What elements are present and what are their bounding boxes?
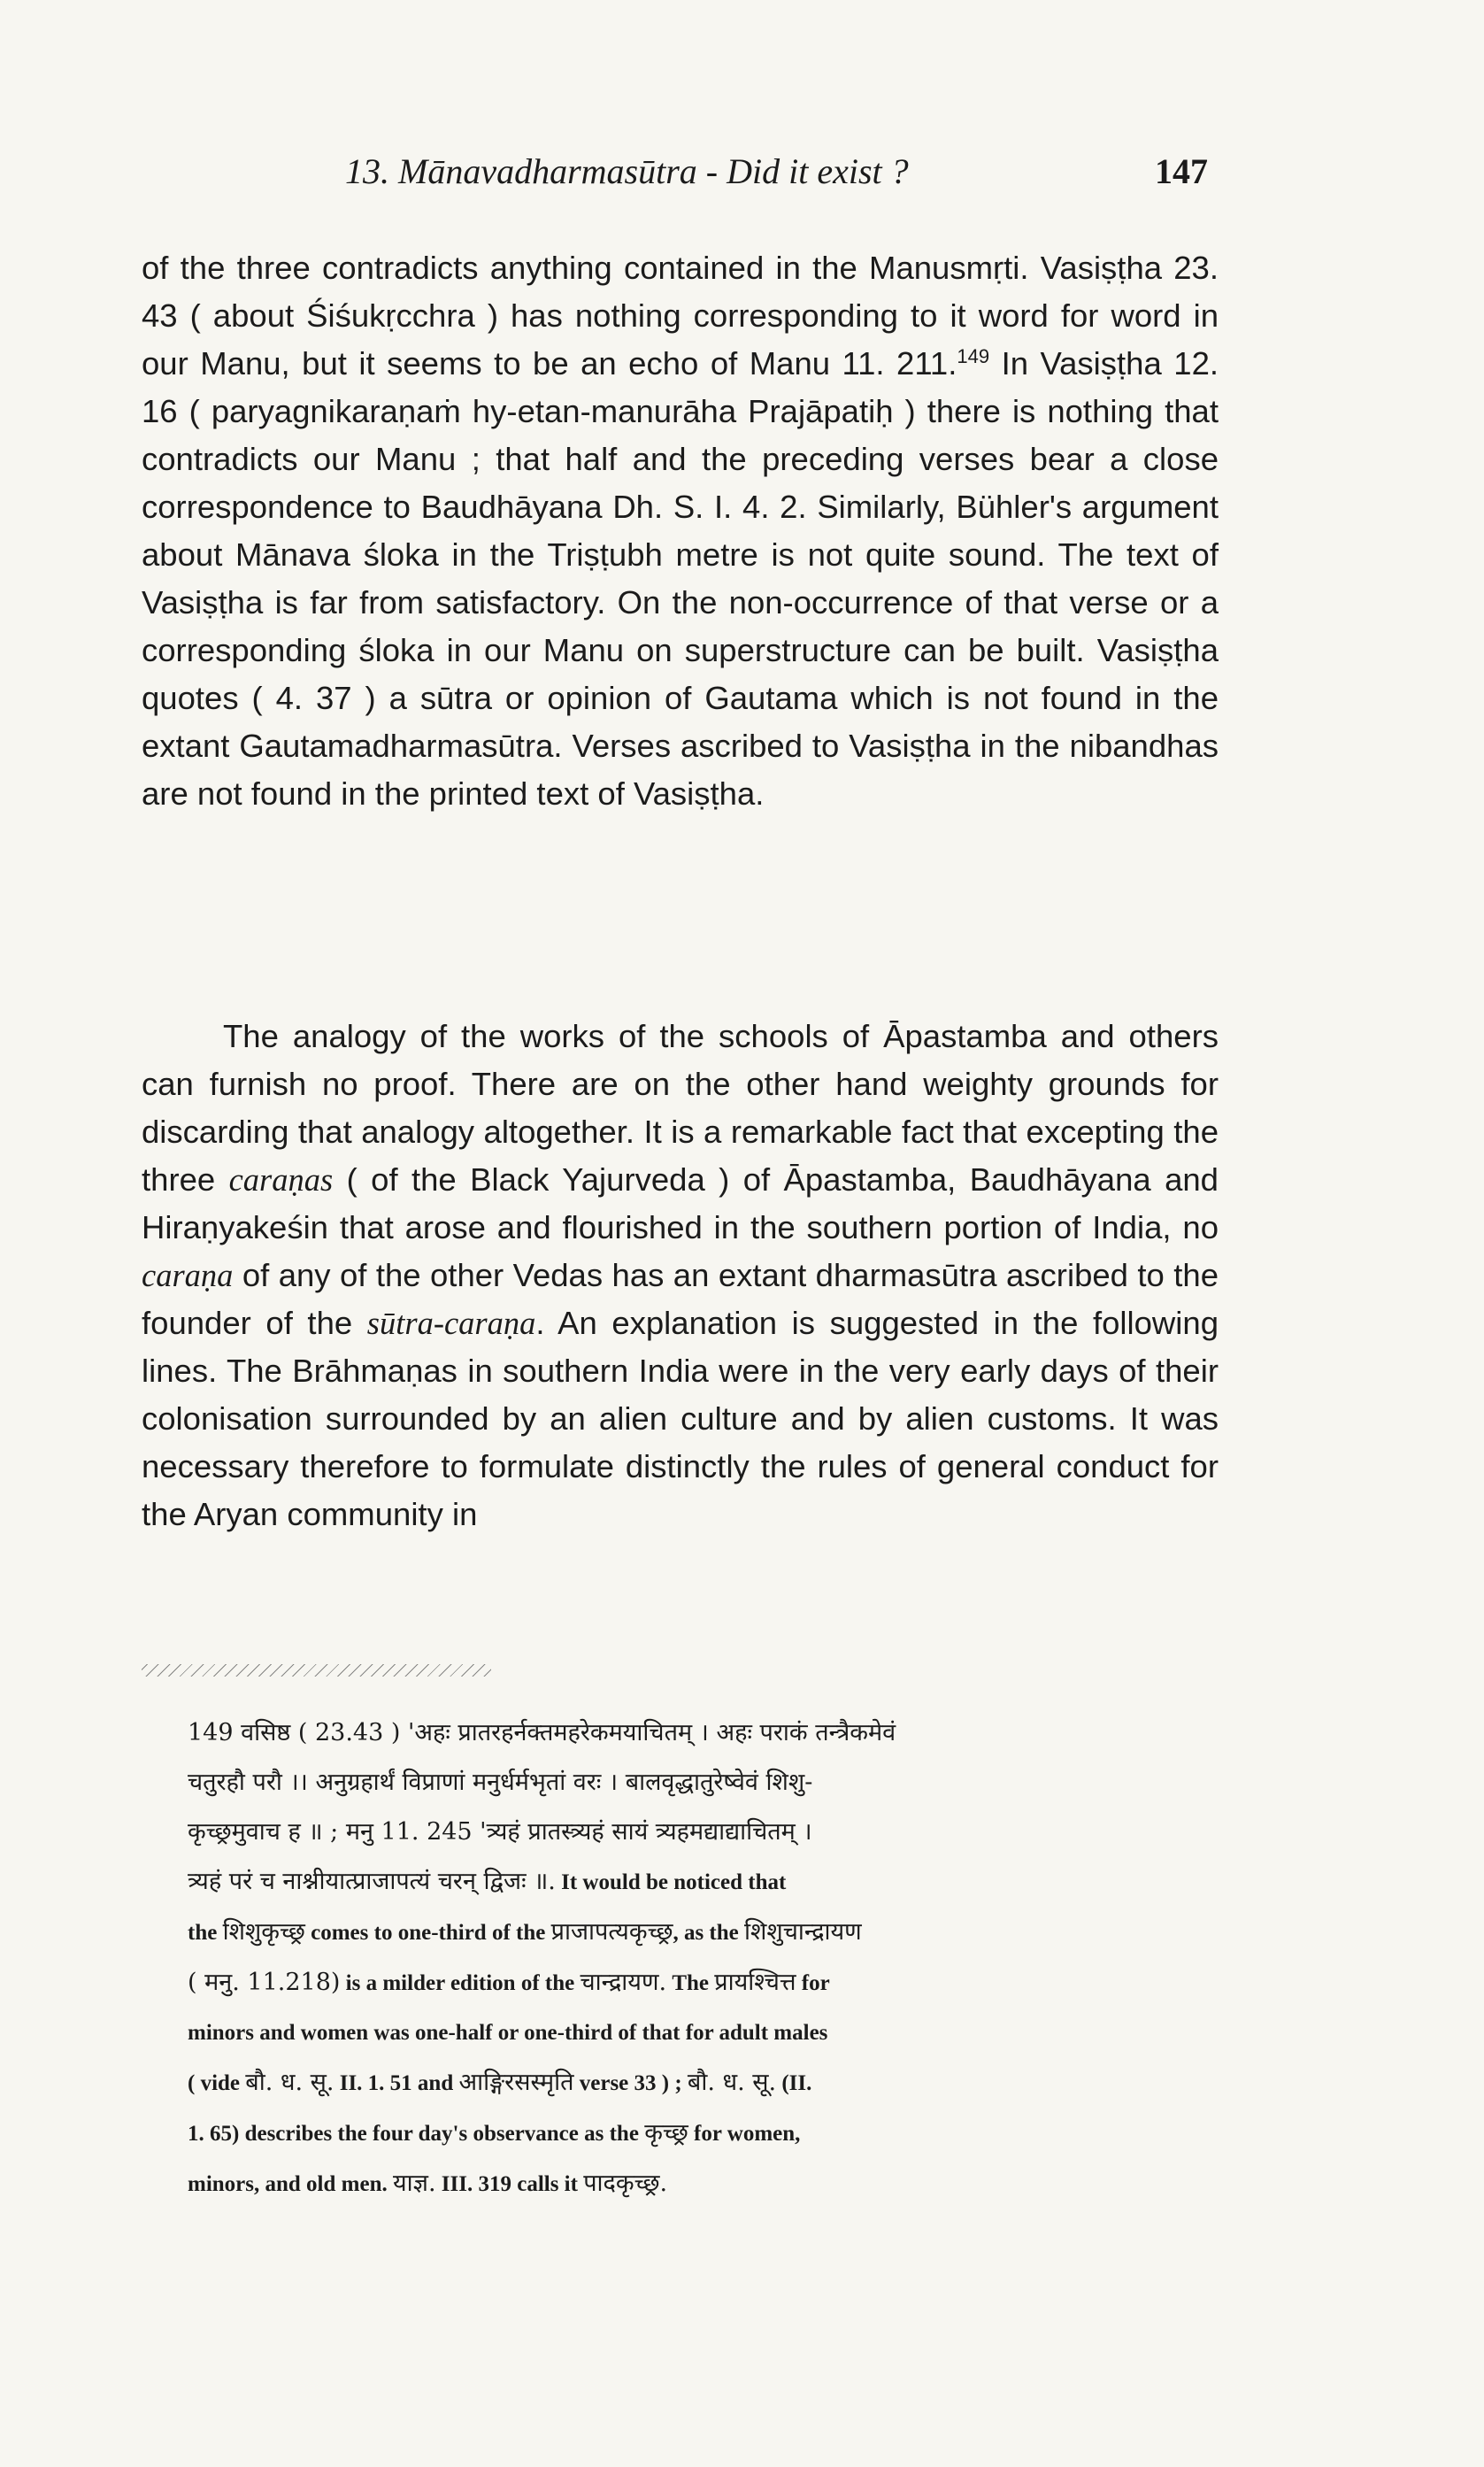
italic-term: caraṇas	[228, 1161, 334, 1198]
footnote-divider	[142, 1664, 491, 1677]
running-head	[142, 115, 1221, 191]
footnote-line	[188, 1857, 1219, 1908]
footnote-line	[188, 2109, 1219, 2159]
paragraph-2-text: ( of the Black Yajurveda ) of Āpastamba, Baudhāyana and Hiraṇyakeśin that arose and flourished in the southern portion of India, no	[142, 1161, 1219, 1245]
page	[142, 115, 1221, 2197]
running-title: 13. Mānavadharmasūtra - Did it exist ?	[345, 151, 909, 191]
footnote-sanskrit: त्र्यहं परं च नाश्नीयात्प्राजापत्यं चरन् द्विजः ॥.	[188, 1868, 556, 1895]
paragraph-1-text-a: of the three contradicts anything contained in the Manusmṛti. Vasiṣṭha 23. 43 ( about Śiśukṛcchra ) has nothing corresponding to it word for word in our Manu, but it seems to be an echo of Manu 11. 211.	[142, 250, 1219, 382]
footnote-sanskrit: प्रायश्चित्त	[714, 1969, 796, 1996]
page-number: 147	[1155, 151, 1208, 191]
footnote-english: 1. 65) describes the four day's observance as the	[188, 2122, 645, 2146]
footnote-sanskrit: चान्द्रायण.	[580, 1969, 667, 1996]
paragraph-2	[142, 1013, 1219, 1538]
footnote-sanskrit: पादकृच्छ्र.	[583, 2170, 668, 2197]
footnote-sanskrit: प्राजापत्यकृच्छ्र	[550, 1918, 673, 1946]
paragraph-1-text-b: In Vasiṣṭha 12. 16 ( paryagnikaraṇaṁ hy-etan-manurāha Prajāpatiḥ ) there is nothing that contradicts our Manu ; that half and the preceding verses bear a close correspondence to Baudhāyana Dh. S. I. 4. 2. Similarly, Bühler's argument about Mānava śloka in the Triṣṭubh metre is not quite sound. The text of Vasiṣṭha is far from satisfactory. On the non-occurrence of that verse or a corresponding śloka in our Manu on superstructure can be built. Vasiṣṭha quotes ( 4. 37 ) a sūtra or opinion of Gautama which is not found in the extant Gautamadharmasūtra. Verses ascribed to Vasiṣṭha in the nibandhas are not found in the printed text of Vasiṣṭha.	[142, 345, 1219, 812]
footnote-english: ( vide	[188, 2071, 246, 2095]
footnote-english: It would be noticed that	[555, 1870, 787, 1894]
footnote-english: is a milder edition of the	[340, 1971, 581, 1995]
footnote-english: the	[188, 1921, 223, 1945]
footnote-sanskrit: कृच्छ्र	[644, 2119, 688, 2147]
paragraph-1	[142, 244, 1219, 818]
paragraph-2-text: . An explanation is suggested in the following lines. The Brāhmaṇas in southern India were in the very early days of their colonisation surrounded by an alien culture and by alien customs. It was necessary therefore to formulate distinctly the rules of general conduct for the Aryan community in	[142, 1305, 1219, 1532]
footnote-english: The	[666, 1971, 715, 1995]
footnote-line: minors and women was one-half or one-third of that for adult males	[188, 2021, 828, 2045]
italic-term: sūtra-caraṇa	[366, 1305, 536, 1341]
footnote-line	[188, 2159, 1219, 2209]
paragraph-2-text: The analogy of the works of the schools of Āpastamba and others can furnish no proof. There are on the other hand weighty grounds for discarding that analogy altogether. It is a remarkable fact that excepting the three	[142, 1018, 1219, 1198]
footnote-sanskrit: बौ. ध. सू.	[687, 2069, 777, 2096]
footnote-english: for women,	[688, 2122, 801, 2146]
footnote-english: verse 33 ) ;	[573, 2071, 688, 2095]
footnote-sanskrit: आङ्गिरसस्मृति	[458, 2069, 574, 2096]
footnote-english: comes to one-third of the	[304, 1921, 551, 1945]
footnote-line: 149 वसिष्ठ ( 23.43 ) 'अहः प्रातरहर्नक्तमहरेकमयाचितम् । अहः पराकं तन्त्रैकमेवं	[188, 1719, 896, 1746]
footnote-sanskrit: बौ. ध. सू.	[245, 2069, 334, 2096]
footnote-sanskrit: याज्ञ.	[392, 2170, 436, 2197]
footnote-english: , as the	[673, 1921, 744, 1945]
footnote-line	[188, 1958, 1219, 2008]
paragraph-2-text: of any of the other Vedas has an extant dharmasūtra ascribed to the founder of the	[142, 1257, 1219, 1341]
footnote-149	[188, 1708, 1219, 2209]
footnote-line	[188, 1908, 1219, 1958]
footnote-line: चतुरहौ परौ ।। अनुग्रहार्थं विप्राणां मनुर्धर्मभृतां वरः । बालवृद्धातुरेष्वेवं शिशु-	[188, 1769, 813, 1796]
footnote-english: III. 319 calls it	[435, 2172, 584, 2196]
footnote-english: for	[796, 1971, 830, 1995]
footnote-sanskrit: शिशुचान्द्रायण	[744, 1918, 862, 1946]
footnote-english: minors, and old men.	[188, 2172, 393, 2196]
footnote-sanskrit: ( मनु. 11.218)	[188, 1969, 341, 1996]
footnote-reference: 149	[957, 344, 990, 367]
footnote-line: कृच्छ्रमुवाच ह ॥ ; मनु 11. 245 'त्र्यहं प्रातस्त्र्यहं सायं त्र्यहमद्याद्याचितम् ।	[188, 1818, 812, 1846]
italic-term: caraṇa	[142, 1257, 234, 1293]
footnote-line	[188, 2058, 1219, 2109]
footnote-sanskrit: शिशुकृच्छ्र	[222, 1918, 305, 1946]
footnote-english: II. 1. 51 and	[334, 2071, 459, 2095]
footnote-english: (II.	[776, 2071, 812, 2095]
